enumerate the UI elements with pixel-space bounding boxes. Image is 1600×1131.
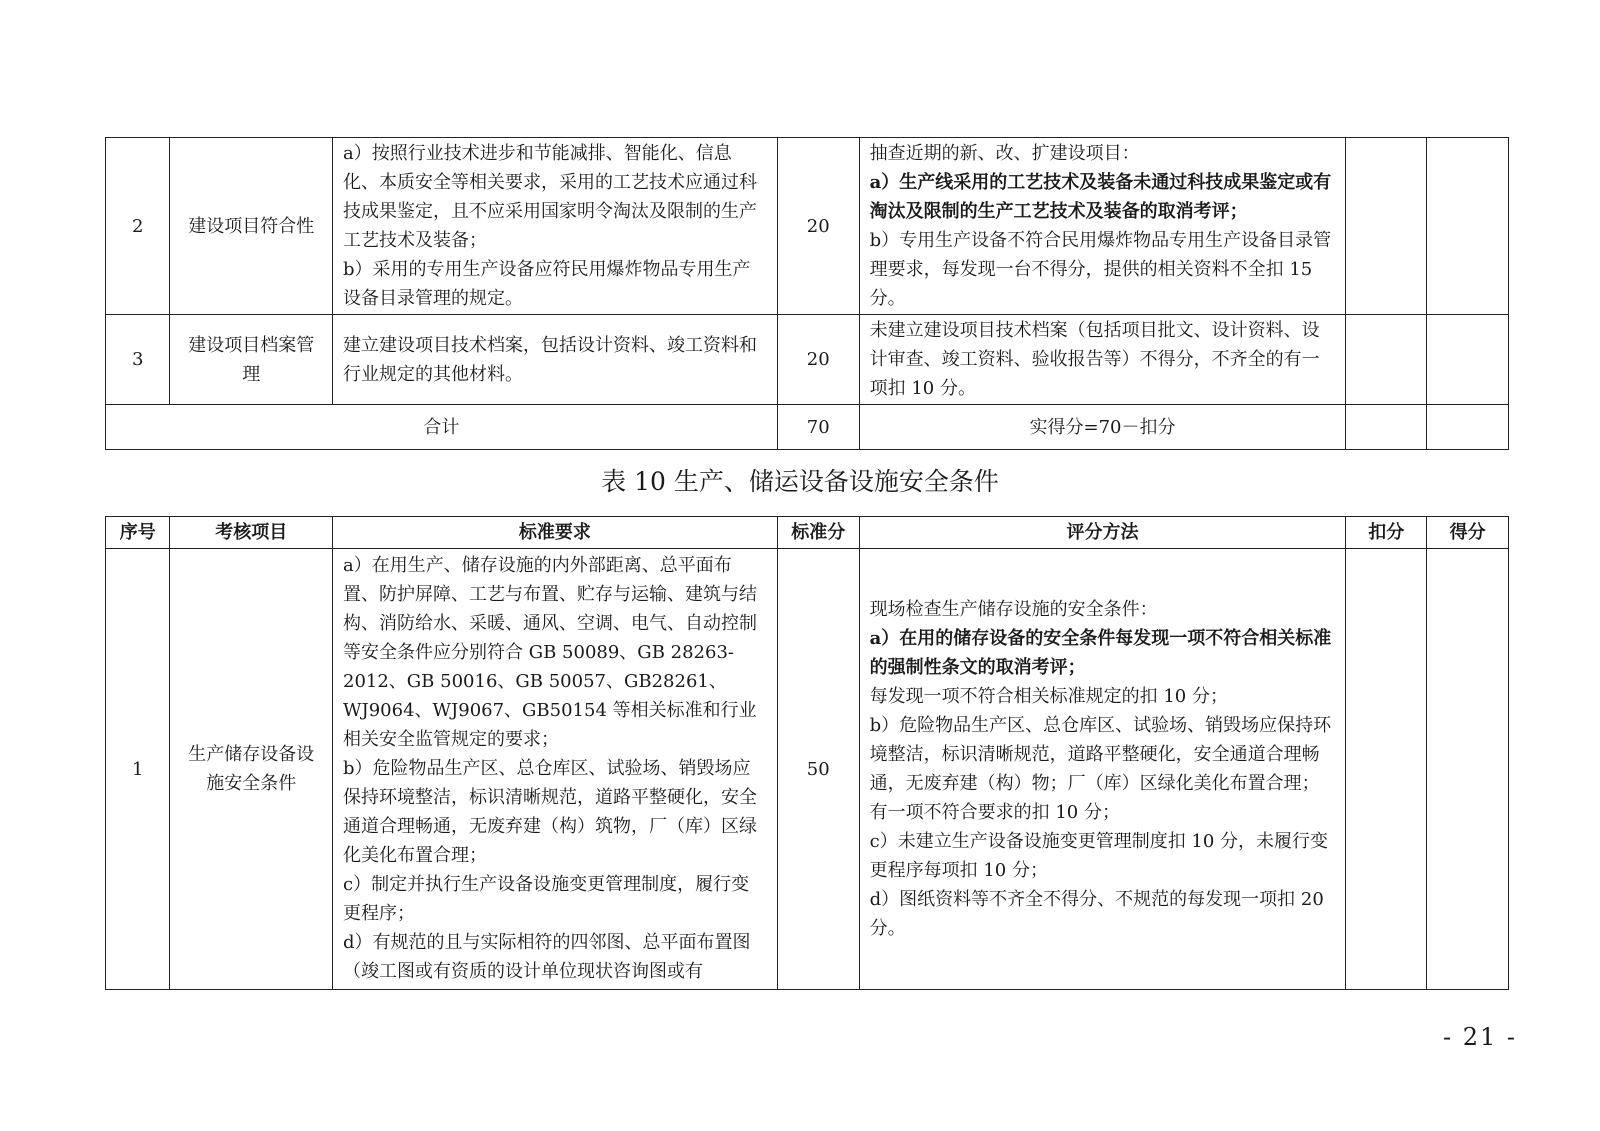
header-item: 考核项目 [170, 517, 333, 549]
header-row [106, 517, 1509, 549]
row-number: 2 [106, 138, 170, 315]
assessment-item: 建设项目档案管理 [170, 315, 333, 405]
standard-score: 20 [777, 315, 859, 405]
scoring-method: 抽查近期的新、改、扩建设项目： a）生产线采用的工艺技术及装备未通过科技成果鉴定或有淘汰及限制的生产工艺技术及装备的取消考评； b）专用生产设备不符合民用爆炸物品专用生产设备目录管理要求，每发现一台不得分，提供的相关资料不全扣 15 分。 [859, 138, 1346, 315]
obtained-score-cell [1427, 138, 1509, 315]
obtained-score-cell [1427, 315, 1509, 405]
header-number: 序号 [106, 517, 170, 549]
standard-requirement: 建立建设项目技术档案，包括设计资料、竣工资料和行业规定的其他材料。 [333, 315, 778, 405]
header-got: 得分 [1427, 517, 1509, 549]
assessment-item: 生产储存设备设施安全条件 [170, 549, 333, 990]
table-row [106, 315, 1509, 405]
standard-requirement: a）在用生产、储存设施的内外部距离、总平面布置、防护屏障、工艺与布置、贮存与运输、建筑与结构、消防给水、采暖、通风、空调、电气、自动控制等安全条件应分别符合 GB 50089、GB 28263-2012、GB 50016、GB 50057、GB28261、WJ9064、WJ9067、GB50154 等相关标准和行业相关安全监管规定的要求； b）危险物品生产区、总仓库区、试验场、销毁场应保持环境整洁，标识清晰规范，道路平整硬化，安全通道合理畅通，无废弃建（构）筑物，厂（库）区绿化美化布置合理； c）制定并执行生产设备设施变更管理制度，履行变更程序； d）有规范的且与实际相符的四邻图、总平面布置图（竣工图或有资质的设计单位现状咨询图或有 [333, 549, 778, 990]
table-title: 表 10 生产、储运设备设施安全条件 [601, 467, 999, 496]
obtained-score-cell [1427, 549, 1509, 990]
standard-score: 50 [777, 549, 859, 990]
total-label: 合计 [106, 405, 778, 450]
header-method: 评分方法 [859, 517, 1346, 549]
header-requirement: 标准要求 [333, 517, 778, 549]
deduction-cell [1346, 549, 1427, 990]
page-number: - 21 - [1442, 1023, 1517, 1051]
scoring-method: 现场检查生产储存设施的安全条件： a）在用的储存设备的安全条件每发现一项不符合相关标准的强制性条文的取消考评； 每发现一项不符合相关标准规定的扣 10 分； b）危险物品生产区、总仓库区、试验场、销毁场应保持环境整洁，标识清晰规范，道路平整硬化，安全通道合理畅通，无废弃建（构）物；厂（库）区绿化美化布置合理；有一项不符合要求的扣 10 分； c）未建立生产设备设施变更管理制度扣 10 分，未履行变更程序每项扣 10 分； d）图纸资料等不齐全不得分、不规范的每发现一项扣 20 分。 [859, 549, 1346, 990]
header-score: 标准分 [777, 517, 859, 549]
total-method: 实得分=70－扣分 [859, 405, 1346, 450]
obtained-score-cell [1427, 405, 1509, 450]
previous-assessment-table [105, 137, 1509, 450]
assessment-item: 建设项目符合性 [170, 138, 333, 315]
table-row [106, 138, 1509, 315]
deduction-cell [1346, 138, 1427, 315]
table-row [106, 549, 1509, 990]
row-number: 1 [106, 549, 170, 990]
total-row [106, 405, 1509, 450]
table-10 [105, 516, 1509, 990]
total-score: 70 [777, 405, 859, 450]
deduction-cell [1346, 405, 1427, 450]
standard-score: 20 [777, 138, 859, 315]
header-deduct: 扣分 [1346, 517, 1427, 549]
standard-requirement: a）按照行业技术进步和节能减排、智能化、信息化、本质安全等相关要求，采用的工艺技术应通过科技成果鉴定，且不应采用国家明令淘汰及限制的生产工艺技术及装备； b）采用的专用生产设备应符民用爆炸物品专用生产设备目录管理的规定。 [333, 138, 778, 315]
scoring-method: 未建立建设项目技术档案（包括项目批文、设计资料、设计审查、竣工资料、验收报告等）不得分，不齐全的有一项扣 10 分。 [859, 315, 1346, 405]
deduction-cell [1346, 315, 1427, 405]
row-number: 3 [106, 315, 170, 405]
